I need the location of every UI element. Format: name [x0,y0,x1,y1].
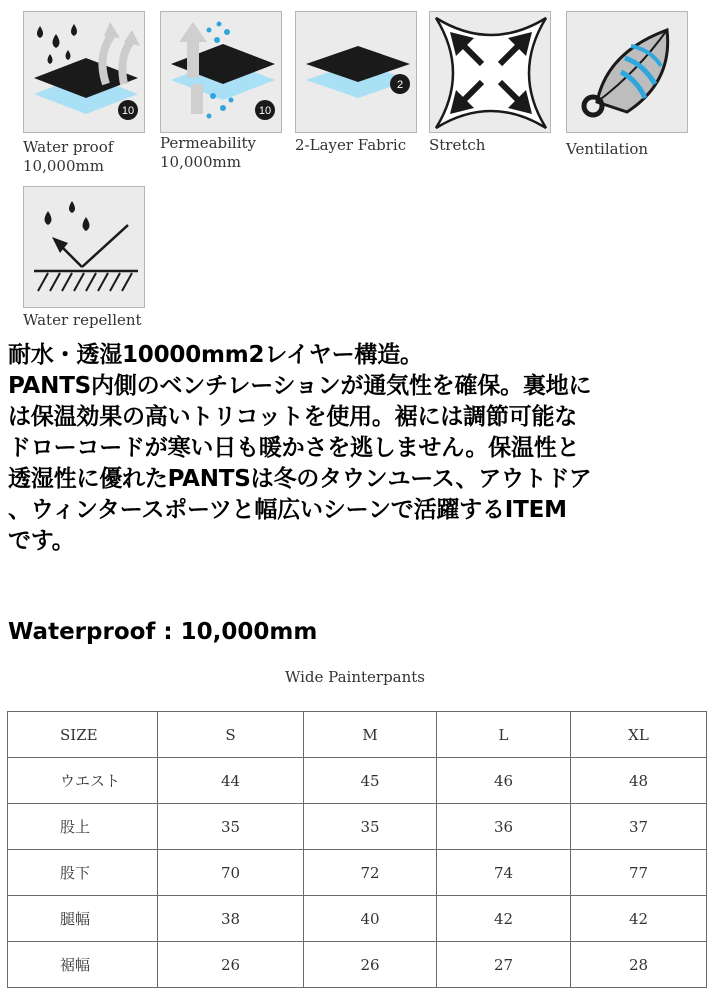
description-line: です。 [8,528,75,554]
table-cell: 42 [437,896,571,942]
feature-label: Permeability [160,134,257,152]
description-line: ドローコードが寒い日も暖かさを逃しません。保温性と [8,435,580,461]
permeability-icon [160,11,282,133]
table-cell: 27 [437,942,571,988]
table-cell: 72 [304,850,437,896]
table-cell: 45 [304,758,437,804]
table-header-cell: M [304,712,437,758]
table-cell: 40 [304,896,437,942]
svg-text:2: 2 [396,79,404,91]
table-header-cell: XL [571,712,707,758]
table-cell: 70 [158,850,304,896]
table-cell: 35 [304,804,437,850]
feature-label: Stretch [429,136,486,154]
svg-text:10: 10 [258,105,272,117]
table-cell: 腿幅 [8,896,158,942]
table-cell: 74 [437,850,571,896]
table-row [8,758,707,804]
table-cell: ウエスト [8,758,158,804]
table-cell: 28 [571,942,707,988]
table-cell: 36 [437,804,571,850]
product-description [8,340,708,557]
table-cell: 44 [158,758,304,804]
feature-label: Ventilation [566,140,649,158]
table-row [8,942,707,988]
ventilation-icon [566,11,688,133]
table-row [8,850,707,896]
description-line: PANTS内側のベンチレーションが通気性を確保。裏地に [8,373,592,399]
table-cell: 35 [158,804,304,850]
size-table-title: Wide Painterpants [284,668,426,686]
description-line: 透湿性に優れたPANTSは冬のタウンユース、アウトドア [8,466,592,492]
feature-icons [0,0,710,340]
waterproof-spec: Waterproof : 10,000mm [8,619,318,645]
feature-sublabel: 10,000mm [160,153,241,171]
table-cell: 裾幅 [8,942,158,988]
table-cell: 37 [571,804,707,850]
feature-label: 2-Layer Fabric [295,136,407,154]
water-repellent-icon [23,186,145,308]
table-cell: 42 [571,896,707,942]
table-header-cell: SIZE [8,712,158,758]
description-line: 耐水・透湿10000mm2レイヤー構造。 [8,342,423,368]
waterproof-icon [23,11,145,133]
table-cell: 26 [304,942,437,988]
table-cell: 77 [571,850,707,896]
table-row [8,804,707,850]
table-cell: 股上 [8,804,158,850]
svg-text:10: 10 [121,105,135,117]
table-header-cell: L [437,712,571,758]
stretch-icon [429,11,551,133]
description-line: は保温効果の高いトリコットを使用。裾には調節可能な [8,404,578,430]
size-table [7,711,707,988]
feature-sublabel: 10,000mm [23,157,104,175]
description-line: 、ウィンタースポーツと幅広いシーンで活躍するITEM [8,497,567,523]
feature-label: Water proof [23,138,114,156]
table-cell: 股下 [8,850,158,896]
two-layer-fabric-icon [295,11,417,133]
table-header-row [8,712,707,758]
table-cell: 48 [571,758,707,804]
table-cell: 38 [158,896,304,942]
table-cell: 26 [158,942,304,988]
feature-label: Water repellent [23,311,142,329]
table-row [8,896,707,942]
table-cell: 46 [437,758,571,804]
table-header-cell: S [158,712,304,758]
